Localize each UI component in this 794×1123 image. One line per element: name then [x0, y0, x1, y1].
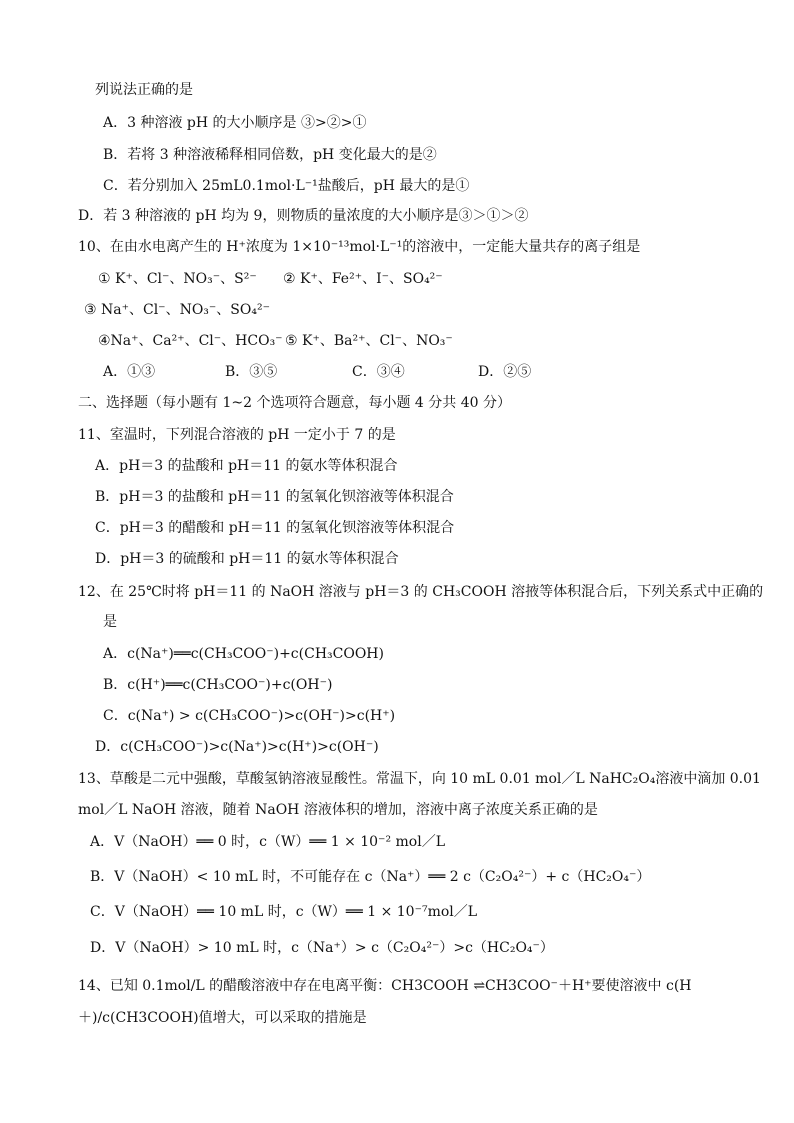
- q10-stem: 10、在由水电离产生的 H⁺浓度为 1×10⁻¹³mol·L⁻¹的溶液中，一定能大量共存的离子组是: [78, 239, 641, 255]
- q9-option-a: A．3 种溶液 pH 的大小顺序是 ③>②>①: [103, 115, 367, 131]
- q13-option-b: B．V（NaOH）< 10 mL 时，不可能存在 c（Na⁺）══ 2 c（C₂O₄²⁻）+ c（HC₂O₄⁻）: [90, 869, 651, 885]
- q11-option-d: D．pH＝3 的硫酸和 pH＝11 的氨水等体积混合: [95, 551, 399, 567]
- q9-stem-tail: 列说法正确的是: [95, 82, 193, 98]
- q13-option-c: C．V（NaOH）══ 10 mL 时，c（W）══ 1 × 10⁻⁷mol／L: [90, 904, 478, 920]
- q12-option-d: D．c(CH₃COO⁻)>c(Na⁺)>c(H⁺)>c(OH⁻): [95, 739, 379, 755]
- q9-option-c: C．若分别加入 25mL0.1mol·L⁻¹盐酸后，pH 最大的是①: [103, 178, 470, 194]
- q12-stem: 12、在 25℃时将 pH＝11 的 NaOH 溶液与 pH＝3 的 CH₃COOH 溶掖等体积混合后，下列关系式中正确的: [78, 584, 764, 600]
- q10-ion-group-5: ⑤ K⁺、Ba²⁺、Cl⁻、NO₃⁻: [285, 333, 453, 349]
- q10-option-c: C．③④: [352, 364, 405, 380]
- q10-option-b: B．③⑤: [225, 364, 278, 380]
- q10-ion-group-3: ③ Na⁺、Cl⁻、NO₃⁻、SO₄²⁻: [84, 302, 270, 318]
- q11-option-a: A．pH＝3 的盐酸和 pH＝11 的氨水等体积混合: [95, 458, 398, 474]
- q12-option-a: A．c(Na⁺)══c(CH₃COO⁻)+c(CH₃COOH): [103, 646, 384, 662]
- q11-option-c: C．pH＝3 的醋酸和 pH＝11 的氢氧化钡溶液等体积混合: [95, 520, 455, 536]
- q14-stem: 14、已知 0.1mol/L 的醋酸溶液中存在电离平衡：CH3COOH ⇌CH3COO⁻＋H⁺要使溶液中 c(H: [78, 978, 692, 994]
- q10-ion-group-2: ② K⁺、Fe²⁺、I⁻、SO₄²⁻: [283, 271, 443, 287]
- q10-ion-group-1: ① K⁺、Cl⁻、NO₃⁻、S²⁻: [98, 271, 257, 287]
- q12-stem-cont: 是: [103, 614, 117, 630]
- q13-stem: 13、草酸是二元中强酸，草酸氢钠溶液显酸性。常温下，向 10 mL 0.01 mol／L NaHC₂O₄溶液中滴加 0.01: [78, 771, 761, 787]
- q13-stem-cont: mol／L NaOH 溶液，随着 NaOH 溶液体积的增加，溶液中离子浓度关系正确的是: [78, 802, 598, 818]
- q14-stem-cont: ＋)/c(CH3COOH)值增大，可以采取的措施是: [78, 1010, 367, 1026]
- q11-stem: 11、室温时，下列混合溶液的 pH 一定小于 7 的是: [78, 427, 396, 443]
- section-2-heading: 二、选择题（每小题有 1~2 个选项符合题意，每小题 4 分共 40 分）: [78, 395, 511, 411]
- q10-ion-group-4: ④Na⁺、Ca²⁺、Cl⁻、HCO₃⁻: [98, 333, 283, 349]
- q10-option-d: D．②⑤: [478, 364, 532, 380]
- q11-option-b: B．pH＝3 的盐酸和 pH＝11 的氢氧化钡溶液等体积混合: [95, 489, 454, 505]
- q10-option-a: A．①③: [103, 364, 156, 380]
- q12-option-c: C．c(Na⁺) > c(CH₃COO⁻)>c(OH⁻)>c(H⁺): [103, 708, 396, 724]
- q9-option-b: B．若将 3 种溶液稀释相同倍数，pH 变化最大的是②: [103, 147, 437, 163]
- q12-option-b: B．c(H⁺)══c(CH₃COO⁻)+c(OH⁻): [103, 677, 333, 693]
- q9-option-d: D．若 3 种溶液的 pH 均为 9，则物质的量浓度的大小顺序是③＞①＞②: [78, 208, 529, 224]
- q13-option-d: D．V（NaOH）> 10 mL 时，c（Na⁺）> c（C₂O₄²⁻）>c（HC₂O₄⁻）: [90, 940, 554, 956]
- q13-option-a: A．V（NaOH）══ 0 时，c（W）══ 1 × 10⁻² mol／L: [90, 834, 445, 850]
